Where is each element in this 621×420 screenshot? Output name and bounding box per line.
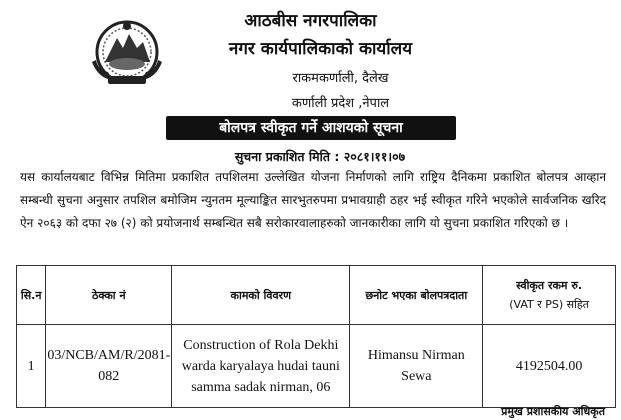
cell-bidder: Himansu Nirman Sewa — [350, 325, 483, 408]
col-header-amount — [483, 266, 616, 325]
cell-description: Construction of Rola Dekhi warda karyalaya hudai tauni samma sadak nirman, 06 — [172, 325, 350, 408]
notice-title: बोलपत्र स्वीकृत गर्ने आशयको सूचना — [166, 116, 456, 140]
bid-acceptance-table — [16, 265, 616, 408]
signatory-title: प्रमुख प्रशासकीय अधिकृत — [501, 405, 605, 418]
municipality-name: आठबीस नगरपालिका — [244, 11, 377, 31]
col-header-bidder: छनोट भएका बोलपत्रदाता — [350, 266, 483, 325]
col-header-amount-line1: स्वीकृत रकम रु. — [516, 279, 583, 292]
col-header-amount-line2: (VAT र PS) सहित — [509, 298, 590, 311]
cell-amount: 4192504.00 — [483, 325, 616, 408]
publication-date — [190, 148, 450, 165]
office-address: राकमकर्णाली, दैलेख — [292, 71, 389, 86]
table-row — [17, 325, 616, 408]
table-header-row — [17, 266, 616, 325]
publication-date-value: २०८१।११।०७ — [343, 149, 406, 164]
office-name: नगर कार्यपालिकाको कार्यालय — [228, 39, 413, 59]
publication-date-label: सुचना प्रकाशित मिति : — [234, 149, 340, 164]
cell-contract-no: 03/NCB/AM/R/2081-082 — [46, 325, 172, 408]
col-header-contract-no: ठेक्का नं — [46, 266, 172, 325]
province-line: कर्णाली प्रदेश ,नेपाल — [291, 96, 390, 111]
notice-body: यस कार्यालयबाट विभिन्न मितिमा प्रकाशित तपशिलमा उल्लेखित योजना निर्माणको लागि राष्ट्रिय दैनिकमा प्रकाशित बोलपत्र आव्हान सम्बन्धी सुचना अनुसार तपशिल बमोजिम न्युनतम मूल्याङ्कित सारभुतरुपमा प्रभावग्राही ठहर भई स्वीकृत गरिने भएकोले सार्वजनिक खरिद ऐन २०६३ को दफा २७ (२) को प्रयोजनार्थ सम्बन्धित सबै सरोकारवालाहरुको जानकारीका लागि यो सुचना प्रकाशित गरिएको छ । — [20, 170, 606, 230]
col-header-description: कामको विवरण — [172, 266, 350, 325]
cell-sn: 1 — [17, 325, 46, 408]
col-header-sn: सि.न — [17, 266, 46, 325]
